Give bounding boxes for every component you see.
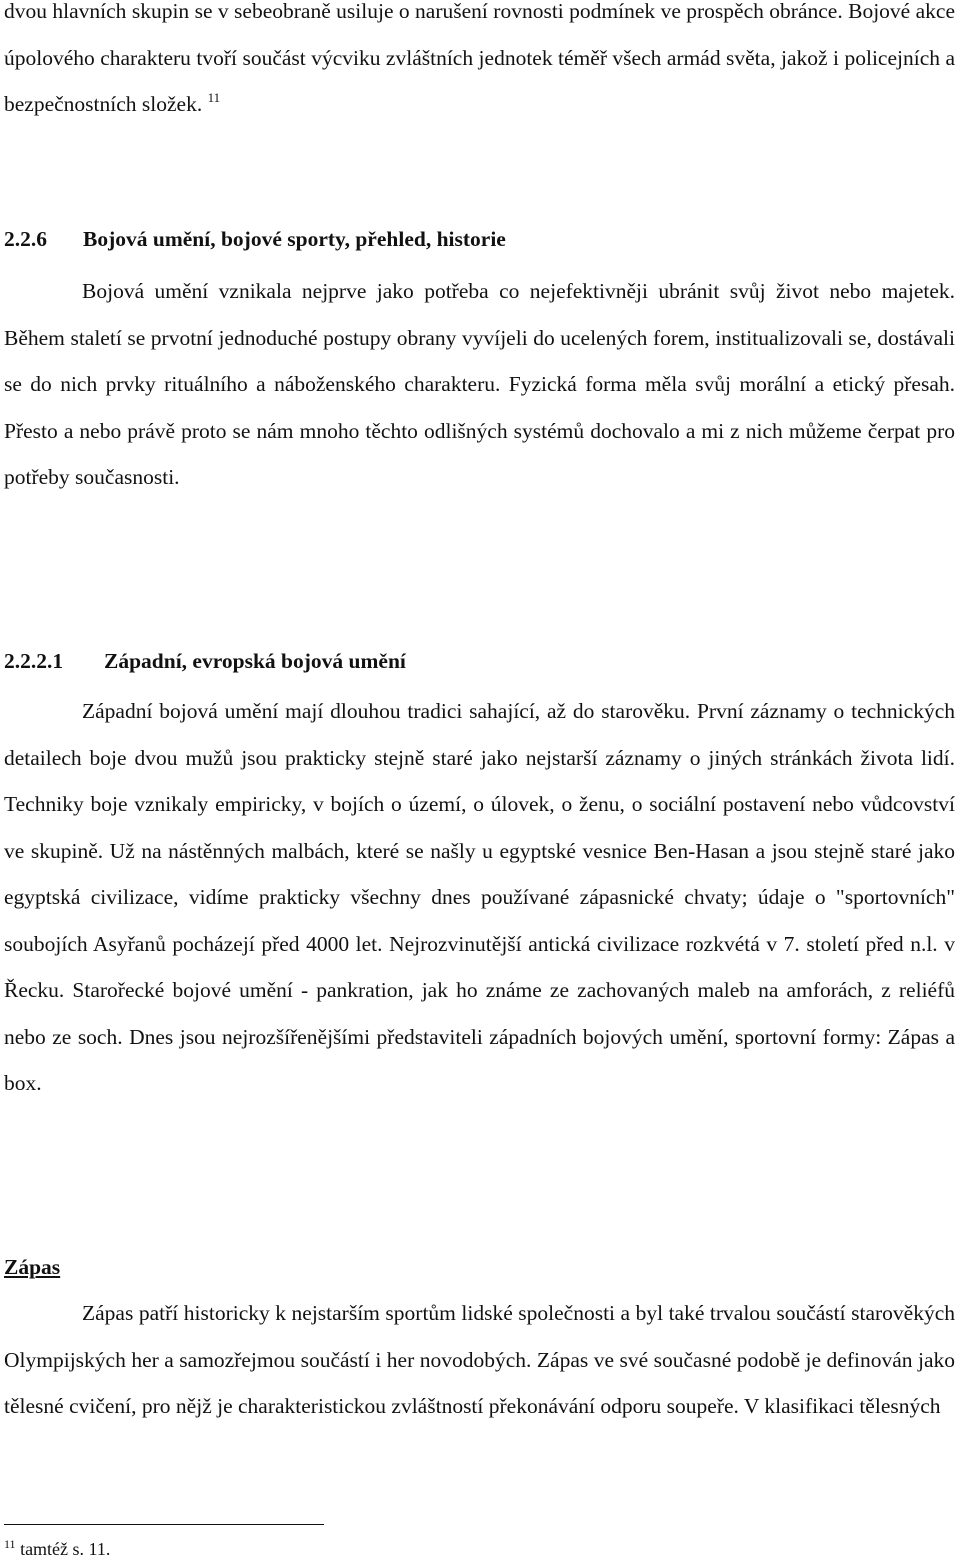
section-number: 2.2.2.1 (4, 649, 64, 673)
zapas-heading: Zápas (4, 1255, 61, 1279)
footnote-text: tamtéž s. 11. (20, 1539, 111, 1559)
section-title: Bojová umění, bojové sporty, přehled, historie (83, 227, 506, 251)
intro-paragraph (4, 0, 955, 128)
footnote-separator (4, 1524, 324, 1525)
footnote (4, 1538, 110, 1560)
section-number: 2.2.6 (4, 227, 47, 251)
section-heading-2-2-6 (4, 216, 955, 263)
footnote-reference: 11 (207, 90, 221, 105)
section-2-2-2-1-paragraph: Západní bojová umění mají dlouhou tradici sahající, až do starověku. První záznamy o technických detailech boje dvou mužů jsou prakticky stejně staré jako nejstarší záznamy o jiných stránkách života lidí. Techniky boje vznikaly empiricky, v bojích o území, o úlovek, o ženu, o sociální postavení nebo vůdcovství ve skupině. Už na nástěnných malbách, které se našly u egyptské vesnice Ben-Hasan a jsou stejně staré jako egyptská civilizace, vidíme prakticky všechny dnes používané zápasnické chvaty; údaje o "sportovních" soubojích Asyřanů pocházejí před 4000 let. Nejrozvinutější antická civilizace rozkvétá v 7. století před n.l. v Řecku. Starořecké bojové umění - pankration, jak ho známe ze zachovaných maleb na amforách, z reliéfů nebo ze soch. Dnes jsou nejrozšířenějšími představiteli západních bojových umění, sportovní formy: Zápas a box. (4, 699, 955, 1095)
intro-text: dvou hlavních skupin se v sebeobraně usiluje o narušení rovnosti podmínek ve prospěch obránce. Bojové akce úpolového charakteru tvoří součást výcviku zvláštních jednotek téměř všech armád světa, jakož i policejních a bezpečnostních složek. (4, 0, 955, 116)
section-heading-2-2-2-1 (4, 638, 955, 685)
zapas-paragraph: Zápas patří historicky k nejstarším sportům lidské společnosti a byl také trvalou součástí starověkých Olympijských her a samozřejmou součástí i her novodobých. Zápas ve své současné podobě je definován jako tělesné cvičení, pro nějž je charakteristickou zvláštností překonávání odporu soupeře. V klasifikaci tělesných (4, 1301, 955, 1418)
section-title: Západní, evropská bojová umění (104, 649, 406, 673)
section-2-2-6-paragraph: Bojová umění vznikala nejprve jako potřeba co nejefektivněji ubránit svůj život nebo majetek. Během staletí se prvotní jednoduché postupy obrany vyvíjeli do ucelených forem, institualizovali se, dostávali se do nich prvky rituálního a náboženského charakteru. Fyzická forma měla svůj morální a etický přesah. Přesto a nebo právě proto se nám mnoho těchto odlišných systémů dochovalo a mi z nich můžeme čerpat pro potřeby současnosti. (4, 279, 955, 489)
footnote-number: 11 (4, 1537, 16, 1551)
